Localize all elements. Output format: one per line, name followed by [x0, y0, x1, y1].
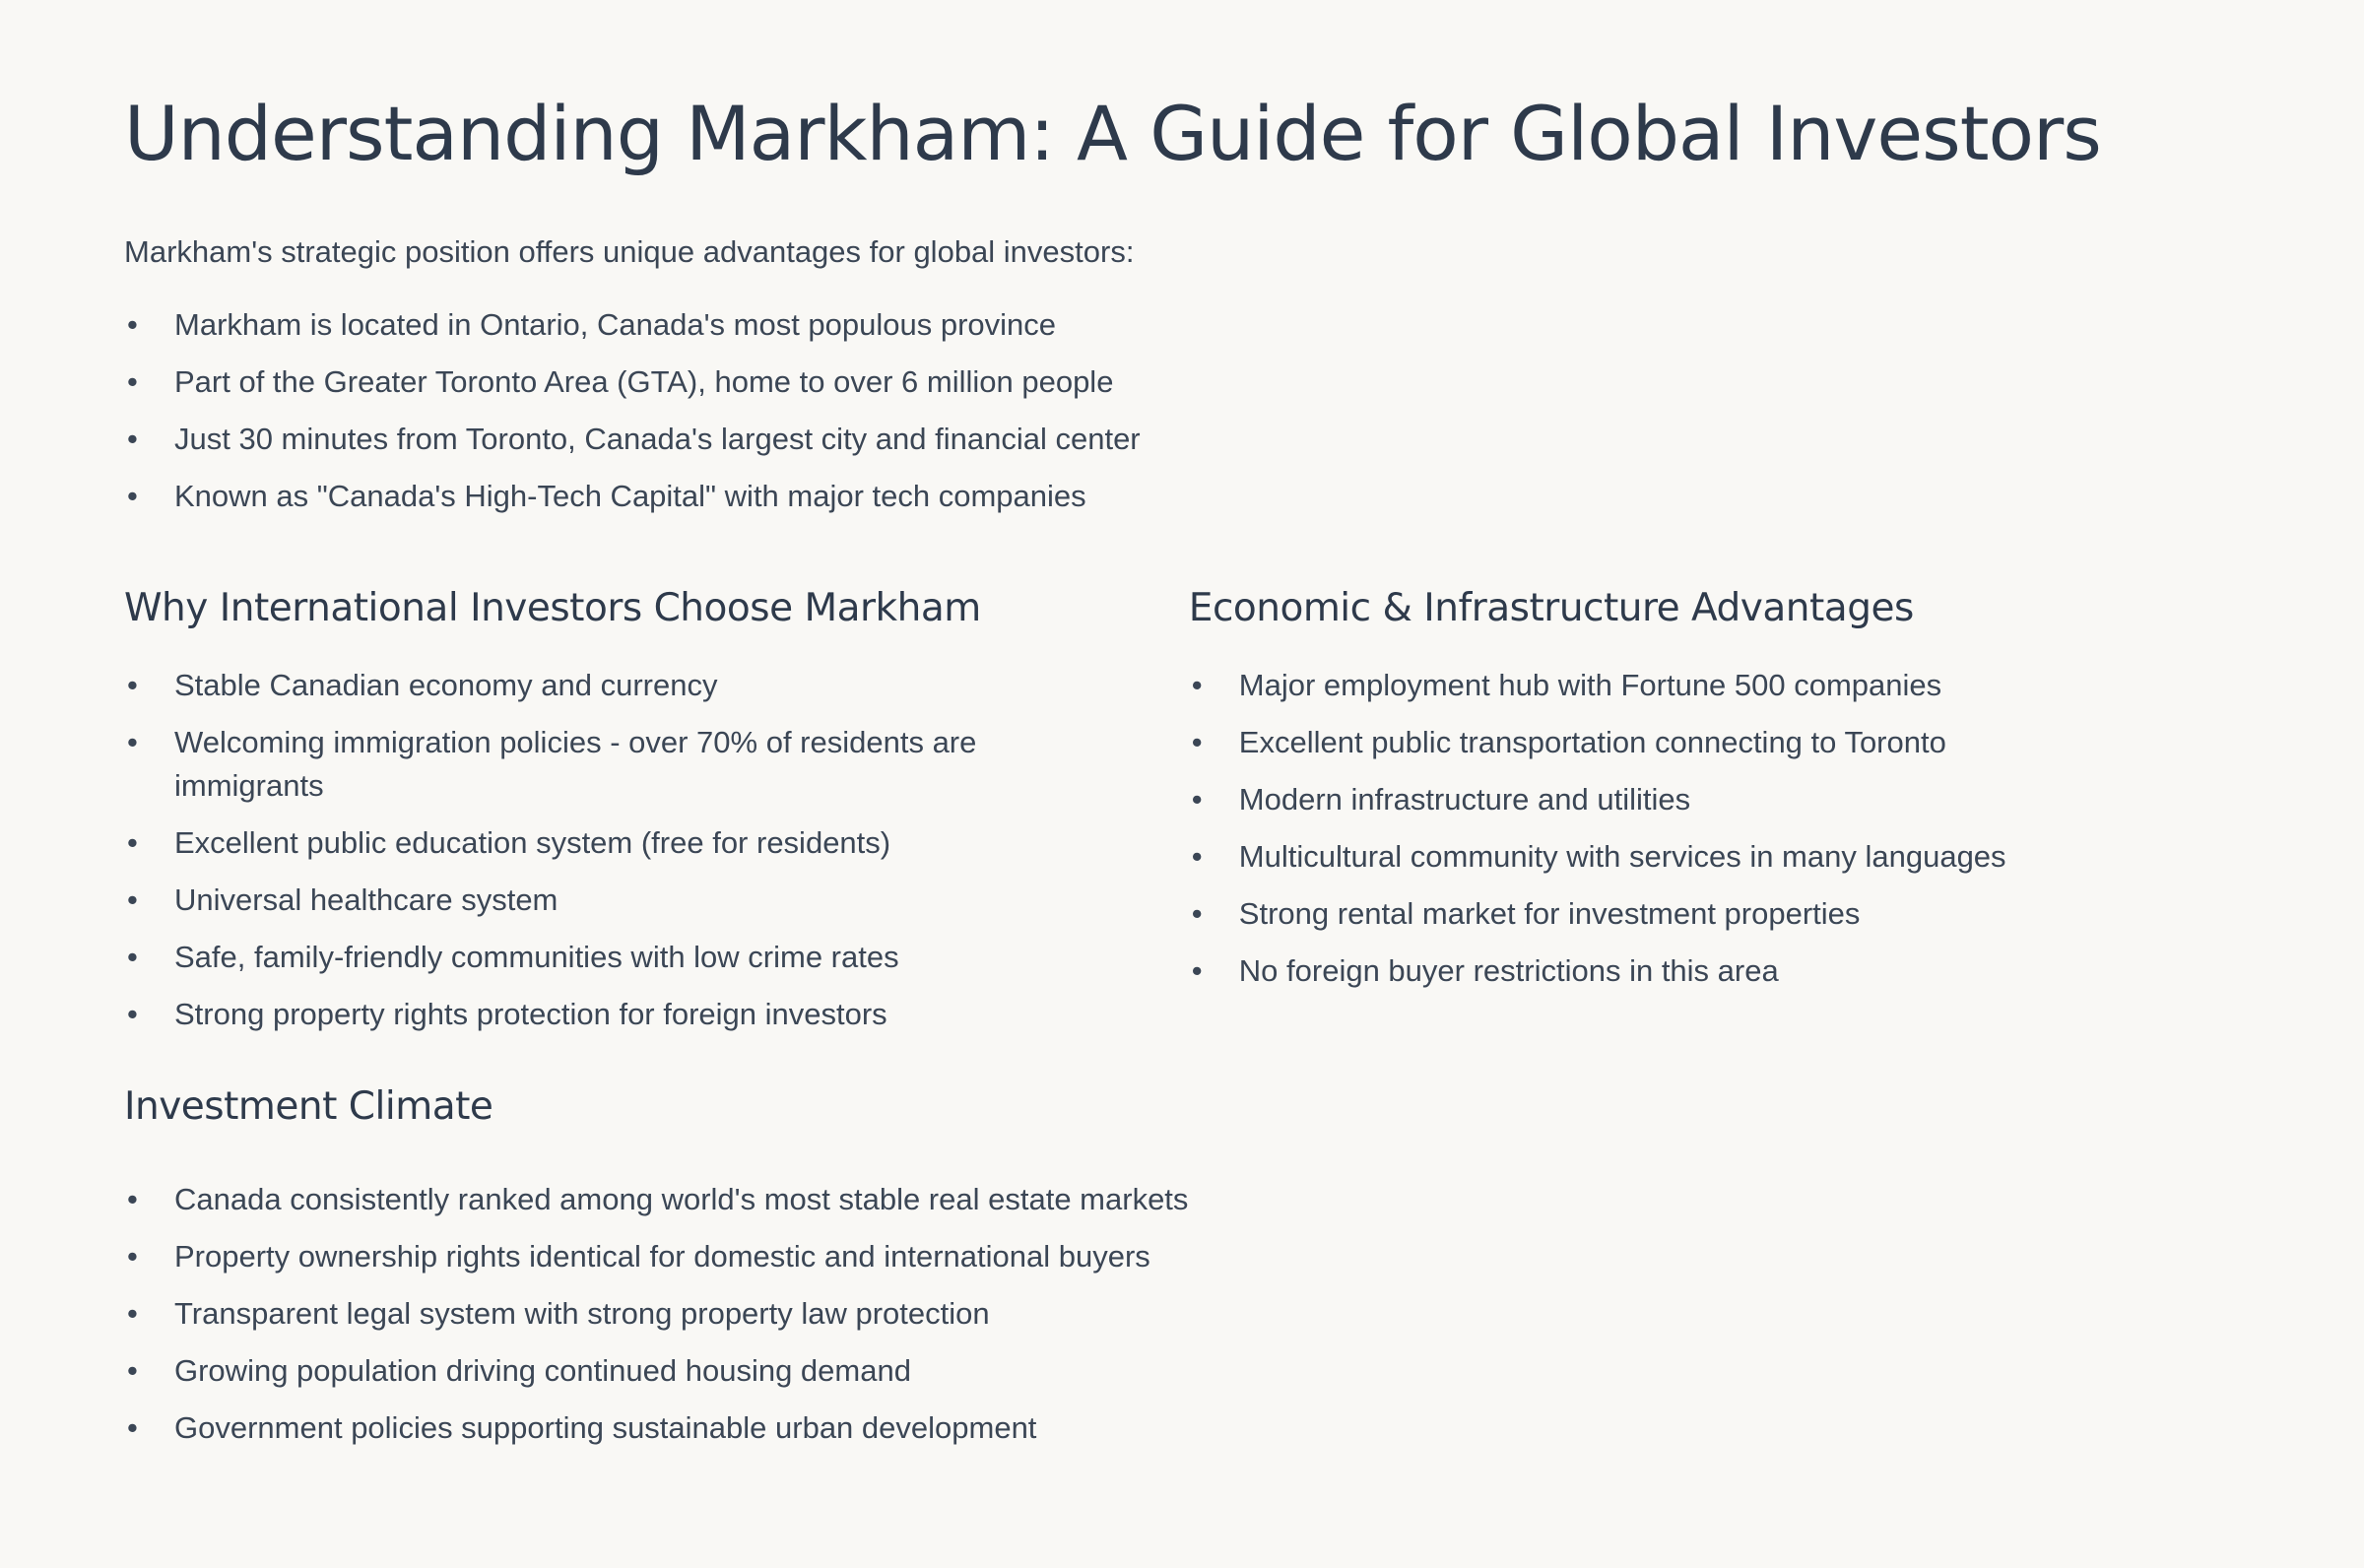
list-item-text: Universal healthcare system [174, 882, 558, 917]
bullet-icon: • [1191, 725, 1203, 759]
bullet-icon: • [127, 1353, 138, 1388]
bullet-icon: • [1191, 896, 1203, 931]
bullet-icon: • [127, 1239, 138, 1274]
list-item [1189, 719, 2240, 766]
list-item [124, 473, 2240, 520]
page-title: Understanding Markham: A Guide for Global Investors [124, 90, 2101, 177]
list-item [1189, 947, 2240, 995]
list-item [124, 991, 1189, 1038]
bullet-icon: • [127, 825, 138, 860]
investment-heading: Investment Climate [124, 1084, 493, 1129]
bullet-icon: • [127, 307, 138, 342]
bullet-icon: • [127, 364, 138, 399]
bullet-icon: • [127, 882, 138, 917]
list-item-text: Known as "Canada's High-Tech Capital" with major tech companies [174, 479, 1086, 513]
bullet-icon: • [127, 479, 138, 513]
list-item-text: Strong rental market for investment properties [1238, 896, 1861, 931]
list-item-text: Just 30 minutes from Toronto, Canada's largest city and financial center [174, 422, 1141, 456]
list-item [1189, 890, 2240, 938]
list-item [124, 877, 1189, 924]
list-item-text: Excellent public education system (free for residents) [174, 825, 891, 860]
bullet-icon: • [1191, 668, 1203, 702]
list-item-text: Welcoming immigration policies - over 70% of residents are [174, 725, 977, 759]
economic-heading: Economic & Infrastructure Advantages [1188, 586, 1914, 630]
list-item [124, 934, 1189, 981]
list-item-text: Multicultural community with services in many languages [1238, 839, 2006, 874]
two-column-section [124, 581, 2240, 1462]
investment-list [124, 1176, 1189, 1452]
list-item-text: Modern infrastructure and utilities [1238, 782, 1691, 817]
list-item [124, 1290, 1189, 1338]
left-column [124, 581, 1189, 1462]
list-item-text-continued: immigrants [174, 768, 324, 803]
bullet-icon: • [127, 422, 138, 456]
bullet-icon: • [127, 997, 138, 1031]
right-column [1189, 581, 2240, 1462]
bullet-icon: • [127, 1410, 138, 1445]
overview-list [124, 301, 2240, 520]
list-item [124, 301, 2240, 349]
list-item [124, 1233, 1189, 1280]
list-item [124, 1176, 1189, 1223]
list-item [124, 662, 1189, 709]
list-item [124, 359, 2240, 406]
list-item [124, 1347, 1189, 1395]
list-item-text: Strong property rights protection for foreign investors [174, 997, 887, 1031]
list-item-text: Safe, family-friendly communities with low crime rates [174, 940, 899, 974]
list-item-text: Part of the Greater Toronto Area (GTA), home to over 6 million people [174, 364, 1114, 399]
bullet-icon: • [1191, 782, 1203, 817]
bullet-icon: • [127, 1182, 138, 1216]
economic-list [1189, 662, 2240, 995]
bullet-icon: • [1191, 839, 1203, 874]
list-item [124, 819, 1189, 867]
list-item-text: Canada consistently ranked among world's most stable real estate markets [174, 1182, 1189, 1216]
list-item [124, 416, 2240, 463]
list-item [1189, 662, 2240, 709]
bullet-icon: • [127, 725, 138, 759]
bullet-icon: • [127, 940, 138, 974]
list-item [124, 719, 1189, 810]
list-item [1189, 833, 2240, 881]
list-item-text: Government policies supporting sustainable urban development [174, 1410, 1037, 1445]
list-item-text: No foreign buyer restrictions in this area [1238, 953, 1779, 988]
list-item-text: Major employment hub with Fortune 500 companies [1238, 668, 1942, 702]
list-item [124, 1405, 1189, 1452]
bullet-icon: • [1191, 953, 1203, 988]
intro-paragraph: Markham's strategic position offers unique advantages for global investors: [124, 234, 1135, 269]
list-item-text: Property ownership rights identical for domestic and international buyers [174, 1239, 1150, 1274]
list-item-text: Transparent legal system with strong property law protection [174, 1296, 990, 1331]
bullet-icon: • [127, 668, 138, 702]
why-heading: Why International Investors Choose Markham [124, 586, 981, 630]
list-item-text: Excellent public transportation connecting to Toronto [1238, 725, 1946, 759]
list-item-text: Markham is located in Ontario, Canada's most populous province [174, 307, 1057, 342]
why-list [124, 662, 1189, 1038]
list-item [1189, 776, 2240, 823]
list-item-text: Growing population driving continued housing demand [174, 1353, 911, 1388]
list-item-text: Stable Canadian economy and currency [174, 668, 718, 702]
bullet-icon: • [127, 1296, 138, 1331]
